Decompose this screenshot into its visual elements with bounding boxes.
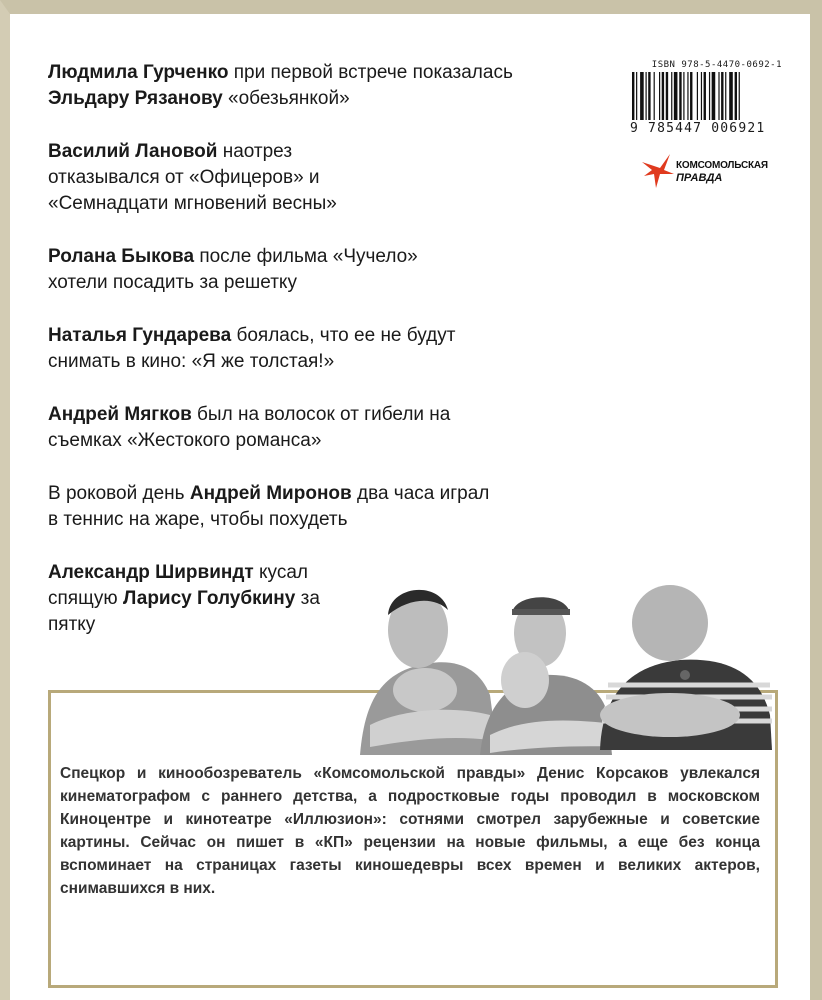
- star-logo-icon: [640, 154, 676, 188]
- publisher-name-line1: КОМСОМОЛЬСКАЯ: [676, 160, 768, 171]
- fact-text: при первой встрече показалась: [228, 62, 513, 83]
- actors-photo: [340, 575, 780, 755]
- actor-left-figure: [360, 590, 498, 755]
- isbn-label: ISBN 978-5-4470-0692-1: [651, 60, 782, 70]
- fact-1: [48, 60, 518, 112]
- fact-name: Ларису Голубкину: [122, 588, 296, 609]
- fact-text: кусал спящую: [48, 562, 308, 609]
- fact-text: наотрез отказывался от «Офицеров» и «Семнадцати мгновений весны»: [48, 141, 337, 214]
- fact-name: Ролана Быкова: [48, 246, 195, 267]
- fact-text: за пятку: [48, 588, 320, 635]
- publisher-logo: [640, 154, 790, 190]
- fact-text: два часа играл в теннис на жаре, чтобы похудеть: [48, 483, 490, 530]
- fact-text: боялась, что ее не будут снимать в кино: «Я же толстая!»: [48, 325, 456, 372]
- actor-right-figure: [600, 585, 772, 750]
- barcode-icon: [630, 72, 782, 120]
- fact-6: [48, 481, 498, 533]
- fact-text: был на волосок от гибели на съемках «Жестокого романса»: [48, 404, 451, 451]
- fact-2: [48, 139, 398, 217]
- fact-3: [48, 244, 478, 296]
- fact-name: Эльдару Рязанову: [48, 88, 223, 109]
- fact-name: Александр Ширвиндт: [48, 562, 254, 583]
- publisher-name-line2: ПРАВДА: [676, 172, 723, 184]
- fact-name: Василий Лановой: [48, 141, 218, 162]
- fact-text: после фильма «Чучело» хотели посадить за решетку: [48, 246, 418, 293]
- fact-5: [48, 402, 488, 454]
- isbn-barcode-block: [630, 60, 782, 136]
- fact-7: [48, 560, 348, 638]
- fact-text: В роковой день: [48, 483, 190, 504]
- fact-name: Андрей Мягков: [48, 404, 192, 425]
- fact-name: Людмила Гурченко: [48, 62, 229, 83]
- fact-4: [48, 323, 518, 375]
- fact-name: Андрей Миронов: [189, 483, 352, 504]
- author-bio-text: Спецкор и кинообозреватель «Комсомольской правды» Денис Корсаков увлекался кинематографом с раннего детства, а подростковые годы проводил в московском Киноцентре и кинотеатре «Иллюзион»: сотнями смотрел зарубежные и советские картины. Сейчас он пишет в «КП» рецензии на новые фильмы, а еще без конца вспоминает на страницах газеты киношедевры всех времен и великих актеров, снимавшихся в них.: [60, 765, 760, 897]
- fact-text: «обезьянкой»: [222, 88, 350, 109]
- fact-name: Наталья Гундарева: [48, 325, 232, 346]
- isbn-digits: 9 785447 006921: [630, 121, 766, 136]
